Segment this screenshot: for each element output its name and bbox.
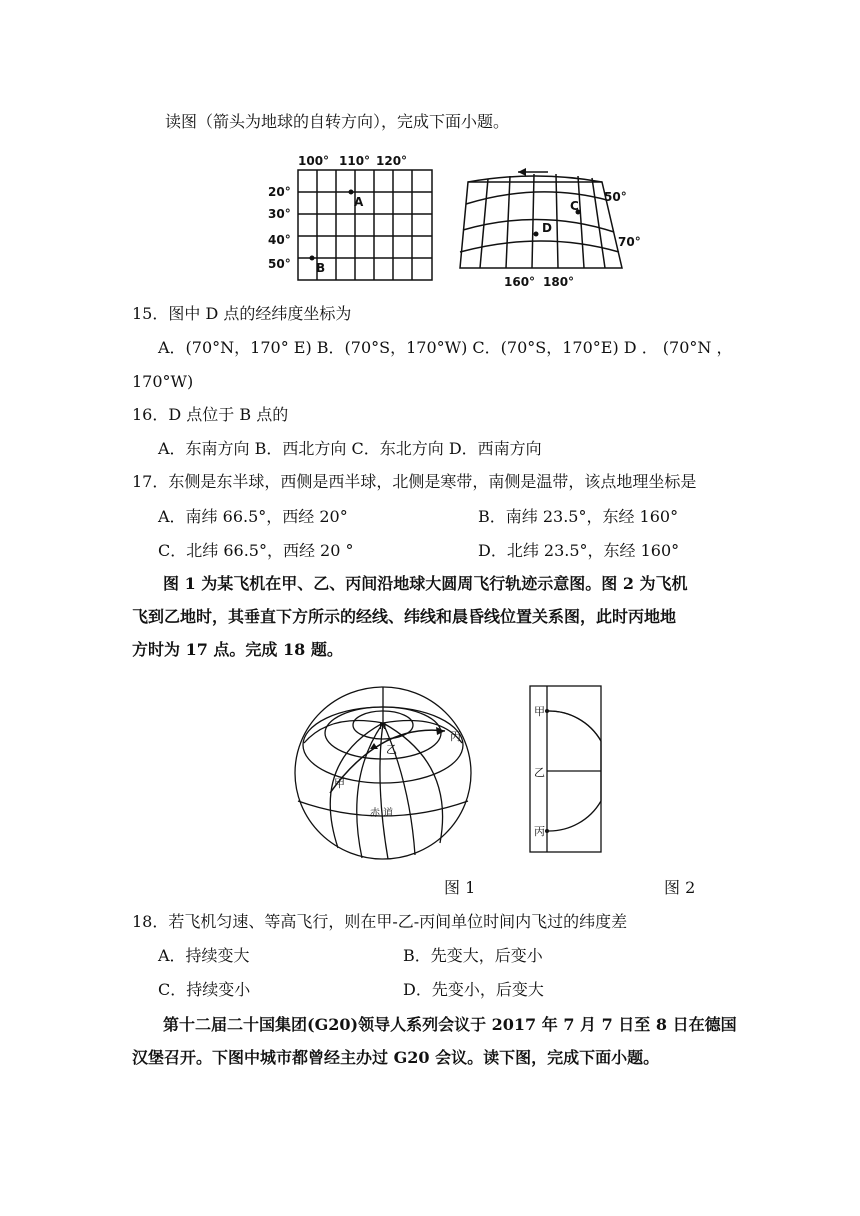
fig2-jia-dot (545, 709, 549, 713)
fig1-bing-label: 丙 (450, 730, 461, 743)
label-30: 30° (268, 207, 291, 221)
q17-stem: 17．东侧是东半球，西侧是西半球，北侧是寒带，南侧是温带，该点地理坐标是 (132, 472, 697, 491)
q17-option-b: B．南纬 23.5°，东经 160° (478, 507, 679, 526)
q18-option-c: C．持续变小 (158, 980, 251, 999)
label-40: 40° (268, 233, 291, 247)
intro-text-2-line3: 方时为 17 点。完成 18 题。 (132, 640, 343, 659)
q18-option-d: D．先变小，后变大 (403, 980, 544, 999)
label-100: 100° (298, 154, 330, 168)
figure-latlon-grids (250, 148, 650, 290)
q17-option-c: C．北纬 66.5°，西经 20 ° (158, 541, 354, 560)
fig2-jia-label: 甲 (534, 705, 545, 718)
intro-text-1: 读图（箭头为地球的自转方向），完成下面小题。 (165, 112, 510, 131)
fig1-caption: 图 1 (444, 878, 476, 897)
fig2-bing-dot (545, 829, 549, 833)
point-d-dot (534, 232, 539, 237)
point-a-dot (349, 190, 354, 195)
intro-text-2-line1: 图 1 为某飞机在甲、乙、丙间沿地球大圆周飞行轨迹示意图。图 2 为飞机 (163, 574, 688, 593)
rotation-arrow-head (518, 168, 526, 176)
fig2-caption: 图 2 (664, 878, 696, 897)
intro-text-3-line2: 汉堡召开。下图中城市都曾经主办过 G20 会议。读下图，完成下面小题。 (132, 1048, 660, 1067)
q18-option-a: A．持续变大 (158, 946, 250, 965)
q17-option-a: A．南纬 66.5°，西经 20° (158, 507, 348, 526)
point-c-label: C (570, 199, 579, 213)
point-b-dot (310, 256, 315, 261)
label-50: 50° (268, 257, 291, 271)
label-160: 160° (504, 275, 536, 289)
q15-options-line1: A．(70°N，170° E) B．(70°S，170°W) C．(70°S，170°E) D ． (70°N ， (158, 338, 733, 357)
fig1-yi-label: 乙 (386, 743, 397, 756)
q16-stem: 16．D 点位于 B 点的 (132, 405, 289, 424)
label-70-right: 70° (618, 235, 641, 249)
figure-1-globe (290, 683, 480, 863)
point-b-label: B (316, 261, 326, 275)
label-110: 110° (339, 154, 371, 168)
figure-2-terminator (525, 683, 605, 855)
point-d-label: D (542, 221, 552, 235)
q16-options: A．东南方向 B．西北方向 C．东北方向 D．西南方向 (158, 439, 542, 458)
q15-stem: 15．图中 D 点的经纬度坐标为 (132, 304, 352, 323)
fig2-bing-label: 丙 (534, 825, 545, 838)
q18-option-b: B．先变大，后变小 (403, 946, 543, 965)
fig1-north-label: N (379, 721, 387, 732)
label-180: 180° (543, 275, 575, 289)
fig1-equator-label: 赤 道 (370, 808, 394, 819)
fig2-yi-label: 乙 (534, 766, 545, 779)
intro-text-2-line2: 飞到乙地时，其垂直下方所示的经线、纬线和晨昏线位置关系图，此时丙地地 (132, 607, 677, 626)
intro-text-3-line1: 第十二届二十国集团(G20)领导人系列会议于 2017 年 7 月 7 日至 8 日在德国 (163, 1015, 737, 1034)
q15-options-line2: 170°W) (132, 372, 194, 391)
fig1-jia-label: 甲 (334, 777, 345, 790)
grid-map-right (460, 172, 622, 268)
label-50-right: 50° (604, 190, 627, 204)
label-20: 20° (268, 185, 291, 199)
label-120: 120° (376, 154, 408, 168)
q17-option-d: D．北纬 23.5°，东经 160° (478, 541, 680, 560)
point-a-label: A (354, 195, 364, 209)
q18-stem: 18．若飞机匀速、等高飞行，则在甲-乙-丙间单位时间内飞过的纬度差 (132, 912, 628, 931)
